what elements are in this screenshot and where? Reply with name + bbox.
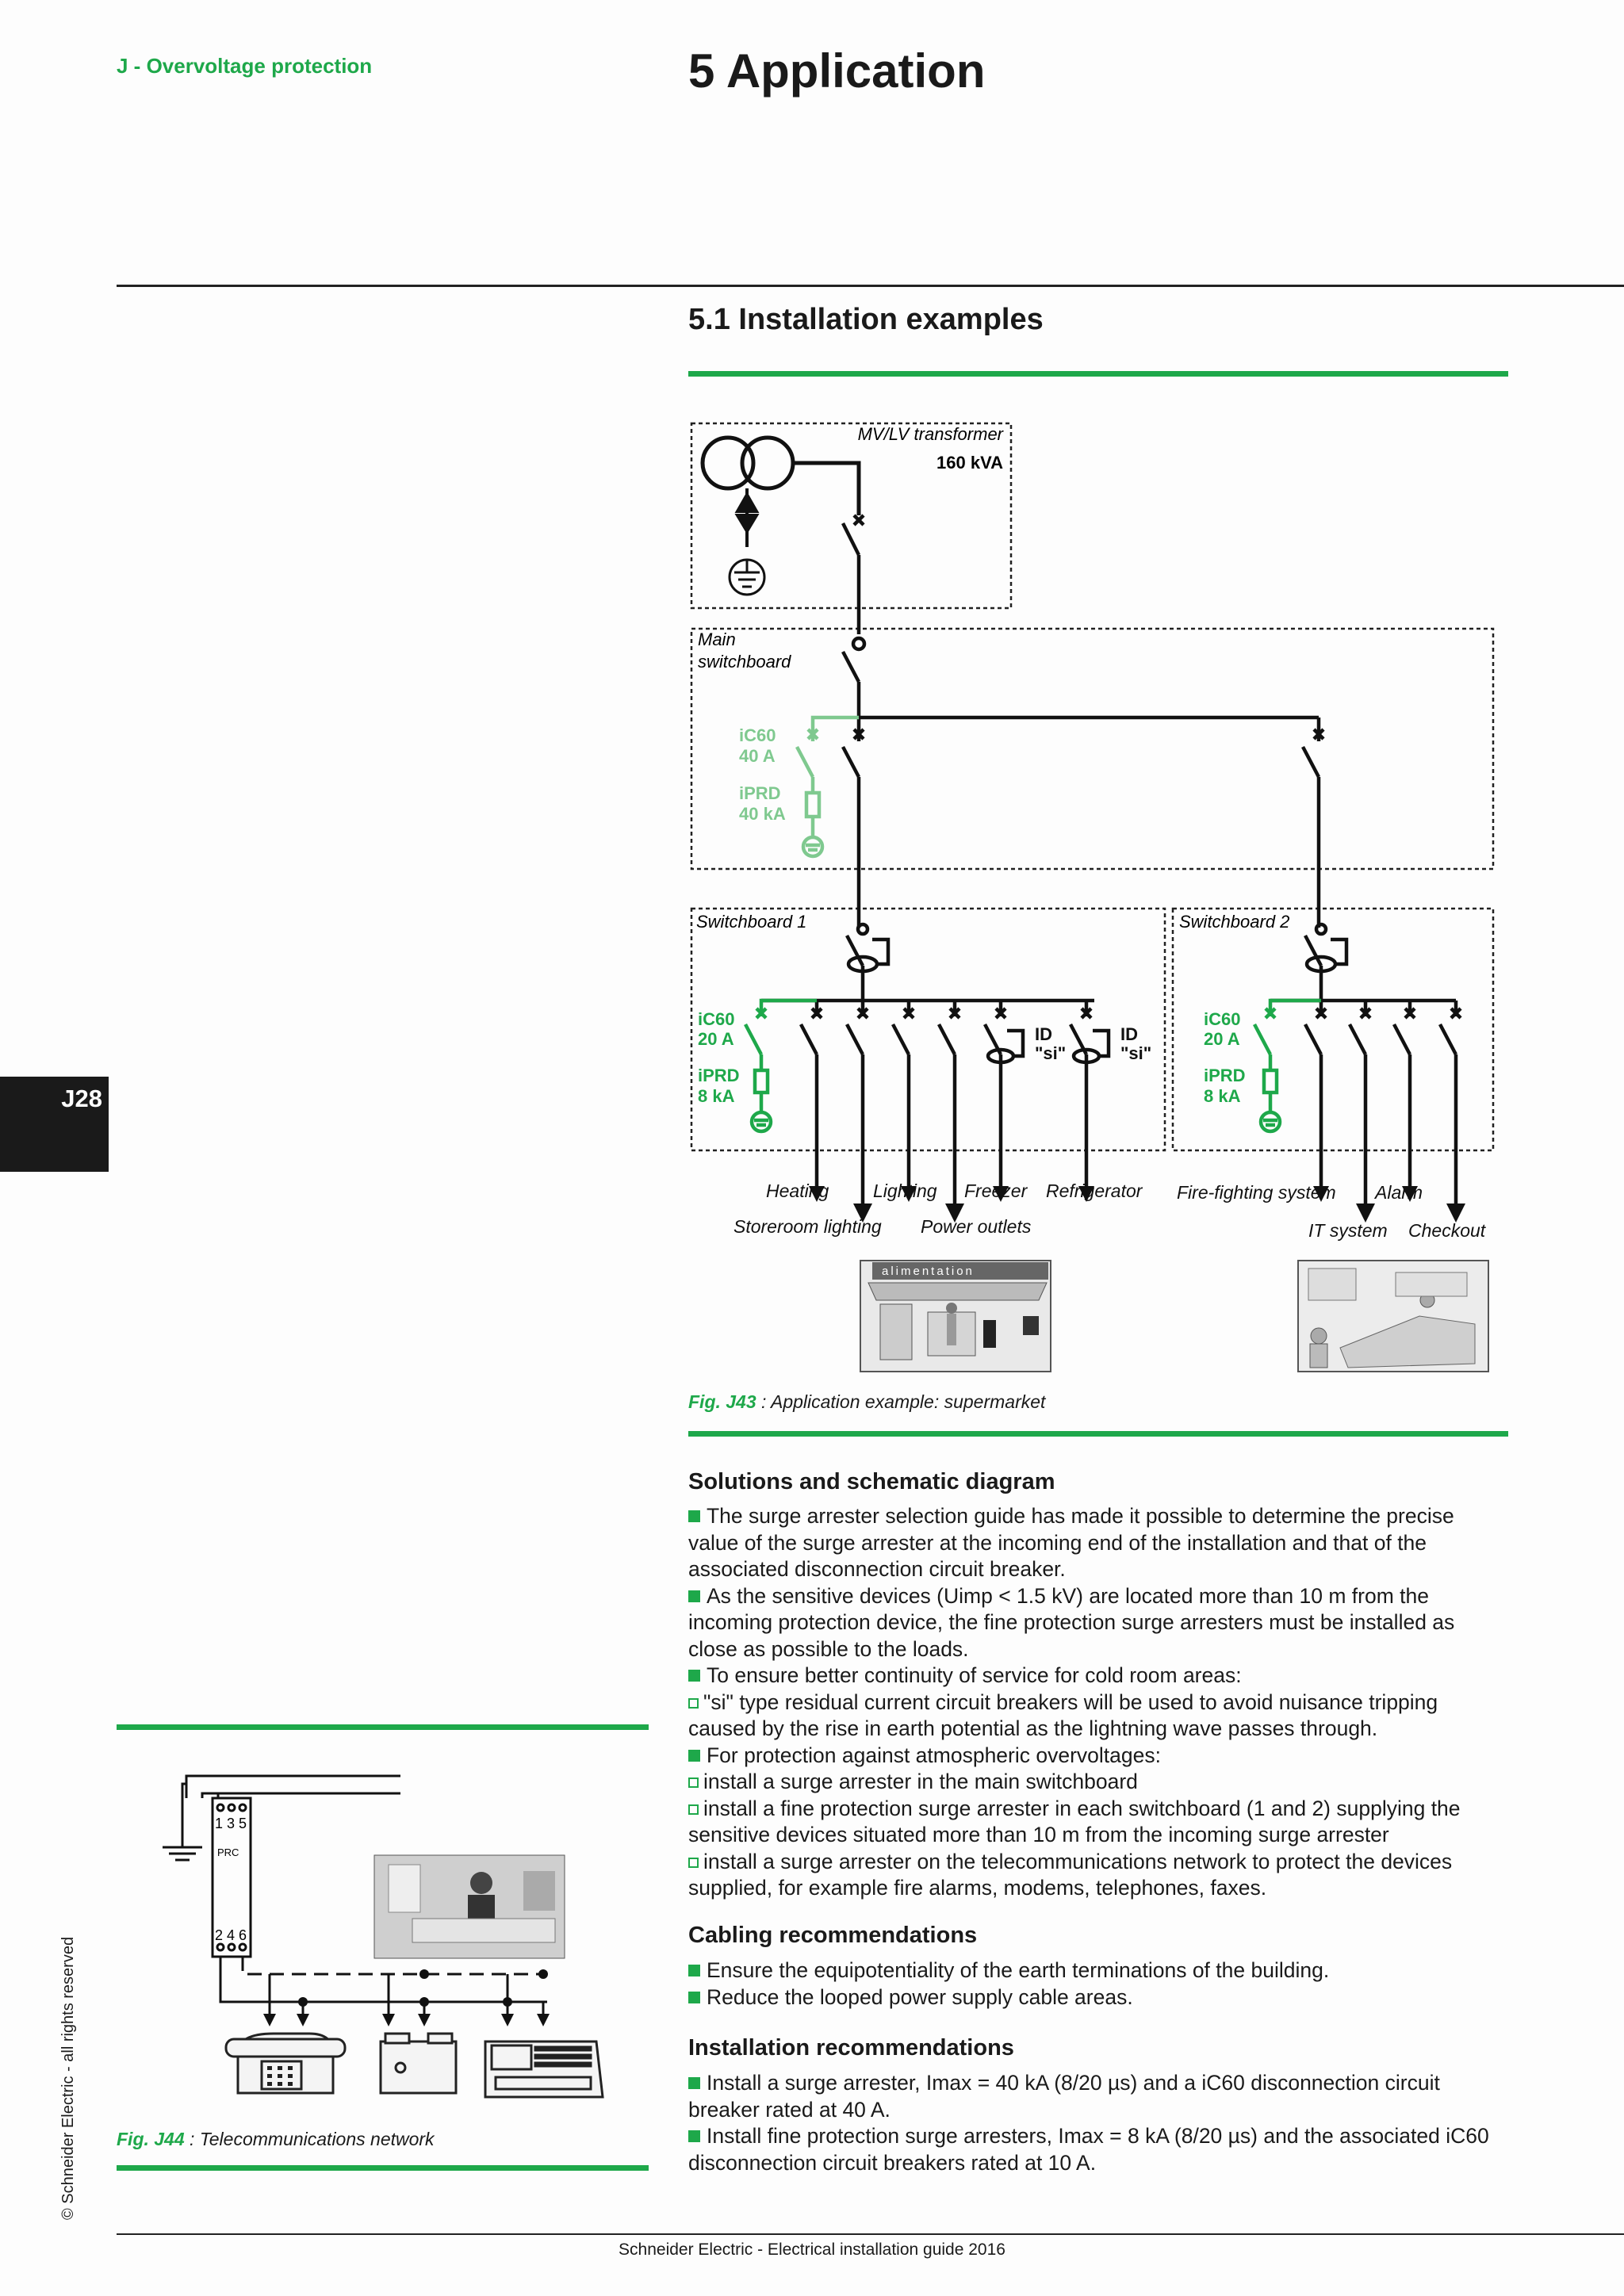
iprd-sb1-label: iPRD — [698, 1066, 740, 1085]
switchboard2-label: Switchboard 2 — [1179, 912, 1290, 932]
figure-j44-caption — [117, 2129, 435, 2150]
transformer-symbol — [703, 438, 859, 515]
iprd-sb1-rating: 8 kA — [698, 1086, 735, 1106]
main-surge-arrester — [797, 718, 859, 856]
section-title: 5.1 Installation examples — [688, 303, 1044, 336]
breaker-main-incoming — [843, 523, 859, 555]
prc-bottom-terminals: 2 4 6 — [215, 1927, 247, 1943]
switchboard1-circuits — [761, 924, 1109, 1205]
id-label-1: ID — [1035, 1024, 1052, 1044]
transformer-label: MV/LV transformer — [857, 424, 1003, 444]
id-label-2: ID — [1120, 1024, 1138, 1044]
solutions-p1: The surge arrester selection guide has made it possible to determine the precise value of the surge arrester at the incoming end of the installation and that of the associated disconnection circuit breaker. — [688, 1504, 1454, 1581]
load-freezer: Freezer — [964, 1181, 1028, 1201]
ic60-sb1-rating: 20 A — [698, 1029, 734, 1049]
installation-text — [688, 2070, 1505, 2176]
solutions-p4: For protection against atmospheric overvoltages: — [707, 1743, 1161, 1767]
iprd-main-label: iPRD — [739, 783, 781, 803]
switchboard2-circuits — [1270, 924, 1461, 1205]
prc-top-terminals: 1 3 5 — [215, 1816, 247, 1831]
switch-main — [843, 652, 859, 682]
installation-heading: Installation recommendations — [688, 2035, 1014, 2061]
figure-j43-diagram — [682, 412, 1515, 1380]
footer-rule — [117, 2233, 1624, 2235]
figure-j44-green-rule-bottom — [117, 2165, 649, 2171]
load-fire-fighting: Fire-fighting system — [1177, 1182, 1336, 1203]
ic60-sb2-label: iC60 — [1204, 1009, 1241, 1029]
main-switchboard-label-2: switchboard — [698, 652, 791, 672]
iprd-sb2-rating: 8 kA — [1204, 1086, 1241, 1106]
solutions-p3: To ensure better continuity of service for cold room areas: — [707, 1663, 1242, 1687]
ic60-sb1-label: iC60 — [698, 1009, 735, 1029]
figure-j43-green-rule — [688, 1431, 1508, 1437]
section-green-rule — [688, 371, 1508, 377]
figure-j43-caption — [688, 1391, 1045, 1413]
solutions-p3a: "si" type residual current circuit breakers will be used to avoid nuisance tripping caused by the rise in earth potential as the lightning wave passes through. — [688, 1689, 1438, 1740]
solutions-p4b: install a fine protection surge arrester in each switchboard (1 and 2) supplying the sensitive devices situated more than 10 m from the incoming surge arrester — [688, 1796, 1461, 1846]
cabling-p1: Ensure the equipotentiality of the earth terminations of the building. — [707, 1958, 1330, 1982]
load-lighting: Lighting — [873, 1181, 937, 1201]
figure-j43-number: Fig. J43 — [688, 1391, 756, 1412]
supermarket-illustration — [860, 1261, 1051, 1372]
earth-symbol — [730, 560, 764, 595]
footer-text: Schneider Electric - Electrical installation guide 2016 — [619, 2241, 1005, 2259]
switchboard1-label: Switchboard 1 — [696, 912, 807, 932]
si-label-2: "si" — [1120, 1043, 1152, 1063]
telephone-icon — [226, 2034, 345, 2093]
load-storeroom-lighting: Storeroom lighting — [733, 1216, 882, 1237]
header-rule — [117, 285, 1624, 287]
iprd-sb2-label: iPRD — [1204, 1066, 1246, 1085]
modem-icon — [381, 2034, 456, 2093]
cabling-text — [688, 1957, 1505, 2011]
page-tab-label: J28 — [61, 1085, 102, 1112]
page-tab — [0, 1077, 109, 1172]
load-heating: Heating — [766, 1181, 829, 1201]
si-label-1: "si" — [1035, 1043, 1067, 1063]
chapter-title: 5 Application — [688, 44, 986, 98]
cabling-heading: Cabling recommendations — [688, 1923, 978, 1948]
office-illustration — [1298, 1261, 1488, 1372]
load-it-system: IT system — [1308, 1220, 1388, 1241]
installation-p2: Install fine protection surge arresters, Imax = 8 kA (8/20 µs) and the associated iC60 disconnection circuit breakers rated at 10 A. — [688, 2124, 1489, 2175]
breaker-feeder-1 — [843, 747, 859, 777]
load-alarm: Alarm — [1375, 1182, 1423, 1203]
ic60-sb2-rating: 20 A — [1204, 1029, 1240, 1049]
load-checkout: Checkout — [1408, 1220, 1486, 1241]
installation-p1: Install a surge arrester, Imax = 40 kA (8/20 µs) and a iC60 disconnection circuit breaker rated at 40 A. — [688, 2071, 1440, 2122]
transformer-rating: 160 kVA — [936, 453, 1003, 473]
solutions-p4c: install a surge arrester on the telecommunications network to protect the devices supplied, for example fire alarms, modems, telephones, faxes. — [688, 1849, 1453, 1900]
switchboard1-surge-arrester — [745, 1001, 817, 1131]
load-refrigerator: Refrigerator — [1046, 1181, 1143, 1201]
figure-j44-green-rule-top — [117, 1724, 649, 1730]
ic60-main-rating: 40 A — [739, 746, 776, 766]
copyright: © Schneider Electric - all rights reserved — [59, 1936, 77, 2220]
solutions-p2: As the sensitive devices (Uimp < 1.5 kV) are located more than 10 m from the incoming protection device, the fine protection surge arresters must be installed as close as possible to the loads. — [688, 1583, 1455, 1661]
prc-label: PRC — [217, 1846, 239, 1858]
figure-j44-caption-text: : Telecommunications network — [184, 2129, 435, 2149]
section-label: J - Overvoltage protection — [117, 54, 373, 78]
fax-icon — [485, 2042, 603, 2097]
solutions-text — [688, 1503, 1505, 1902]
figure-j43-caption-text: : Application example: supermarket — [756, 1391, 1046, 1412]
ic60-main-label: iC60 — [739, 725, 776, 745]
iprd-main-rating: 40 kA — [739, 804, 786, 824]
figure-j44-diagram — [111, 1760, 650, 2117]
solutions-p4a: install a surge arrester in the main switchboard — [703, 1770, 1138, 1793]
figure-j44-number: Fig. J44 — [117, 2129, 185, 2149]
switchboard2-surge-arrester — [1254, 1001, 1321, 1131]
store-sign: alimentation — [882, 1265, 975, 1278]
main-switchboard-label-1: Main — [698, 629, 736, 649]
cabling-p2: Reduce the looped power supply cable areas. — [707, 1984, 1133, 2009]
load-power-outlets: Power outlets — [921, 1216, 1032, 1237]
office-telecom-photo — [374, 1855, 565, 1958]
solutions-heading: Solutions and schematic diagram — [688, 1469, 1055, 1494]
breaker-feeder-2 — [1303, 747, 1319, 777]
transformer-earth — [737, 488, 756, 547]
